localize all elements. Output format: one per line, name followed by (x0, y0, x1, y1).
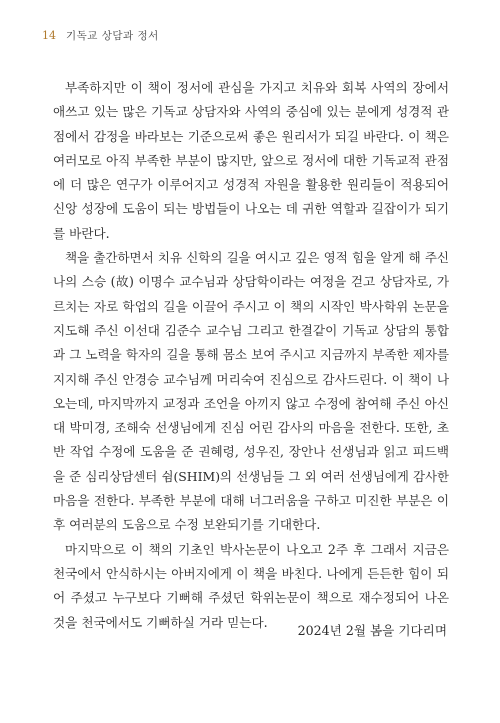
text-line: 르치는 자로 학업의 길을 이끌어 주시고 이 책의 시작인 박사학위 논문을 (53, 298, 449, 314)
text-line: 책을 출간하면서 치유 신학의 길을 여시고 깊은 영적 힘을 알게 해 주신 (65, 250, 449, 266)
text-line: 지지해 주신 안경승 교수님께 머리숙여 진심으로 감사드린다. 이 책이 나 (53, 371, 449, 387)
text-line: 를 바란다. (53, 225, 110, 241)
paragraph-1 (53, 76, 449, 246)
running-head (42, 28, 159, 43)
page-number: 14 (42, 29, 56, 42)
text-line: 애쓰고 있는 많은 기독교 상담자와 사역의 중심에 있는 분에게 성경적 관 (53, 104, 449, 120)
text-line: 후 여러분의 도움으로 수정 보완되기를 기대한다. (53, 517, 321, 533)
text-line: 마음을 전한다. 부족한 부분에 대해 너그러움을 구하고 미진한 부분은 이 (53, 493, 449, 509)
text-line: 것을 천국에서도 기뻐하실 거라 믿는다. (53, 614, 268, 630)
text-line: 나의 스승 (故) 이명수 교수님과 상담학이라는 여정을 걷고 상담자로, 가 (53, 274, 449, 290)
text-line: 대 박미경, 조해숙 선생님에게 진심 어린 감사의 마음을 전한다. 또한, 초 (53, 420, 449, 436)
text-line: 어 주셨고 누구보다 기뻐해 주셨던 학위논문이 책으로 재수정되어 나온 (53, 590, 449, 606)
preface-body (53, 76, 449, 635)
paragraph-2 (53, 246, 449, 538)
text-line: 을 준 심리상담센터 쉼(SHIM)의 선생님들 그 외 여러 선생님에게 감사한 (53, 468, 449, 484)
text-line: 신앙 성장에 도움이 되는 방법들이 나오는 데 귀한 역할과 길잡이가 되기 (53, 201, 449, 217)
text-line: 여러모로 아직 부족한 부분이 많지만, 앞으로 정서에 대한 기독교적 관점 (53, 152, 449, 168)
text-line: 부족하지만 이 책이 정서에 관심을 가지고 치유와 회복 사역의 장에서 (65, 80, 449, 95)
text-line: 천국에서 안식하시는 아버지에게 이 책을 바친다. 나에게 든든한 힘이 되 (53, 565, 449, 581)
text-line: 에 더 많은 연구가 이루어지고 성경적 자원을 활용한 원리들이 적용되어 (53, 177, 449, 193)
book-title: 기독교 상담과 정서 (66, 30, 159, 42)
text-line: 과 그 노력을 학자의 길을 통해 몸소 보여 주시고 지금까지 부족한 제자를 (53, 347, 449, 363)
text-line: 지도해 주신 이선대 김준수 교수님 그리고 한결같이 기독교 상담의 통합 (53, 322, 449, 338)
text-line: 마지막으로 이 책의 기초인 박사논문이 나오고 2주 후 그래서 지금은 (65, 541, 449, 557)
signature-date: 2024년 2월 봄을 기다리며 (297, 623, 447, 638)
text-line: 반 작업 수정에 도움을 준 권혜령, 성우진, 장안나 선생님과 읽고 피드백 (53, 444, 449, 460)
text-line: 오는데, 마지막까지 교정과 조언을 아끼지 않고 수정에 참여해 주신 아신 (53, 395, 449, 411)
text-line: 점에서 감정을 바라보는 기준으로써 좋은 원리서가 되길 바란다. 이 책은 (53, 128, 449, 144)
